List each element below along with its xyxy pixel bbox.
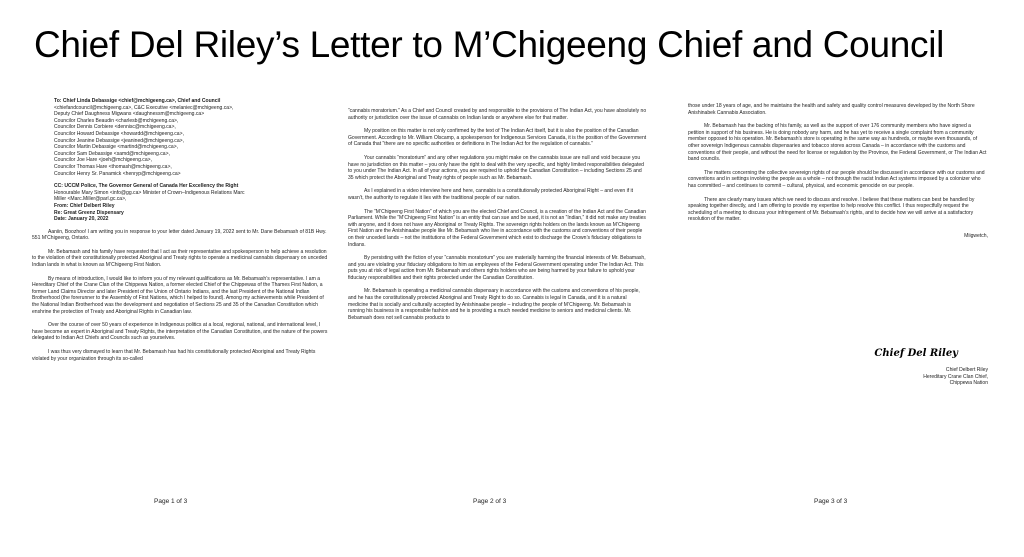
recipient-line: <chiefandcouncil@mchigeeng.ca>, C&C Executive <melaniec@mchigeeng.ca>, [54,104,234,111]
recipient-line: Councilor Charles Beaudin <charlesb@mchigeeng.ca>, [54,117,179,124]
paragraph: those under 18 years of age, and he maintains the health and safety and quality control measures developed by the North Shore Anishinabek Cannabis Association. [688,103,975,116]
page-number: Page 1 of 3 [154,498,188,505]
letter-page-1 [32,98,332,518]
closing: Miigwetch, [964,232,988,239]
paragraph: Mr. Bebamash has the backing of his family, as well as the support of over 176 community members who have signed a petition in support of his business. He is doing nobody any harm, and he has yet to receive a single complaint from a community member opposed to his operation. Mr. Bebamash’s store is operating in the same way as hundreds, or maybe even thousands, of other sovereign Indigenous cannabis dispensaries and tobacco stores across Canada – in accordance with the customs and conventions of their people, and without the need for license or regulation by the Province, the Federal Government, or The Indian Act band councils. [688,123,987,163]
letter-page-3 [688,103,988,523]
recipient-line: To: Chief Linda Debassige <chief@mchigeeng.ca>, Chief and Council [54,98,221,104]
paragraph: My position on this matter is not only confirmed by the text of The Indian Act itself, but it is also the position of the Canadian Government. According to Mr. William Olscamp, a spokesperson for Indigenous Services Canada, it is the position of the Government of Canada that “there are no specific authorities or definitions in The Indian Act for the regulation of cannabis.” [348,128,647,148]
paragraph: There are clearly many issues which we need to discuss and resolve. I believe that these matters can best be handled by speaking together directly, and I am offering to provide my expertise to help resolve this conflict. I thus respectfully request the scheduling of a meeting to discuss your infringement of Mr. Bebamash’s rights, and to decide how we will arrive at a satisfactory resolution of the matter. [688,196,975,223]
paragraph: By means of introduction, I would like to inform you of my relevant qualifications as Mr. Bebamash’s representative. I am a Hereditary Chief of the Crane Clan of the Chippewa Nation, a former elected Chief of the Chippewas of the Thames First Nation, a former Land Claims Director and later President of the Union of Ontario Indians, and the last President of the National Indian Brotherhood (the forerunner to the Assembly of First Nations, which I helped to found). Among my achievements while President of the National Indian Brotherhood was the development and negotiation of Sections 25 and 35 of the Canadian Constitution which enshrine the protection of Treaty and Aboriginal Rights in Canadian law. [32,275,324,315]
recipient-line: Councilor Sam Debassige <samd@mchigeeng.ca>, [54,150,170,157]
recipients-block [54,98,332,177]
re-line: Re: Great Greenz Dispensary [54,209,124,216]
paragraph: Your cannabis “moratorium” and any other regulations you might make on the cannabis issue are null and void because you have no jurisdiction on this matter – you only have the right to deal with the very specific, and highly limited responsibilities delegated to you under The Indian Act. In all of your actions, you are required to uphold the Canadian Constitution – including Sections 25 and 35 which protect the Aboriginal and Treaty rights of people such as Mr. Bebamash. [348,154,644,181]
page-number: Page 2 of 3 [473,498,507,505]
paragraph: Aaniin, Boozhoo! I am writing you in response to your letter dated January 19, 2022 sent to Mr. Dane Bebamash of 81B Hwy. 551 M’Chigeeng, Ontario. [32,228,327,242]
signer-name: Chief Delbert Riley [945,367,988,373]
paragraph: Mr. Bebamash and his family have requested that I act as their representative and spokesperson to help achieve a resolution to the violation of their constitutionally protected Aboriginal and Treaty rights to operate a medicinal cannabis dispensary on unceded Indian lands in what is known as M’Chigeeng First Nation. [32,248,328,269]
cc-line: Honourable Mary Simon <info@gg.ca> Minister of Crown–Indigenous Relations Marc [54,189,245,196]
recipient-line: Councilor Thomas Hare <thomash@mchigeeng.ca>, [54,163,172,170]
paragraph: I was thus very dismayed to learn that Mr. Bebamash has had his constitutionally protected Aboriginal and Treaty Rights violated by your organization through its so-called [32,349,316,362]
paragraph: The “M’Chigeeng First Nation” of which you are the elected Chief and Council, is a creation of the Indian Act and the Canadian Parliament. While the “M’Chigeeng First Nation” is an entity that can sue and be sued, it is not an “Indian,” it did not make any treaties with anyone, and it does not have any Aboriginal or Treaty Rights. The sovereign rights holders on the lands known as M’Chigeeng First Nation are the Anishinaabe people like Mr. Bebamash who live in accordance with the customs and conventions of their people on their unceded lands – not the institutions of the Federal Government which exist to discharge the Crown’s fiduciary obligations to Indians. [348,208,646,248]
recipient-line: Deputy Chief Daughness Migwans <daughnessm@mchigeeng.ca> [54,111,205,118]
date-line: Date: January 20, 2022 [54,216,109,223]
recipient-line: Councilor Howard Debassige <howardd@mchigeeng.ca>, [54,130,184,137]
cc-block [54,183,332,223]
paragraph: Over the course of over 50 years of experience in Indigenous politics at a local, regional, national, and international level, I have become an expert in Aboriginal and Treaty Rights, the interpretation of the Canadian Constitution, and the nature of the powers delegated to Indian Act Chiefs and Councils such as yourselves. [32,322,328,342]
recipient-line: Councilor Joe Hare <joeh@mchigeeng.ca>, [54,157,152,164]
page-title: Chief Del Riley’s Letter to M’Chigeeng Chief and Council [34,24,945,65]
signer-nation: Chippewa Nation [949,380,988,387]
recipient-line: Councilor Henry Sr. Panamick <henryp@mchigeeng.ca> [54,170,181,177]
letter-page-2 [348,108,648,528]
cc-line: CC: UCCM Police, The Governor General of Canada Her Excellency the Right [54,183,239,190]
recipient-line: Councilor Jeanine Debassige <jeanined@mchigeeng.ca>, [54,137,184,144]
cc-line: Miller <Marc.Miller@parl.gc.ca>, [54,196,127,203]
recipient-line: Councilor Dennis Corbiere <dennisc@mchigeeng.ca>, [54,124,176,131]
from-line: From: Chief Delbert Riley [54,202,115,209]
paragraph: The matters concerning the collective sovereign rights of our people should be discussed in accordance with our customs and conventions and in settings involving the people as a whole – not through the racist Indian Act systems imposed by a colonizer who has committed – and continues to commit – cultural, physical, and economic genocide on our people. [688,169,985,189]
paragraph: “cannabis moratorium.” As a Chief and Council created by and responsible to the provisions of The Indian Act, you have absolutely no authority or jurisdiction over the issue of cannabis on Indian lands or anywhere else for that matter. [348,108,647,121]
signer-title: Hereditary Crane Clan Chief, [923,373,988,380]
paragraph: By persisting with the fiction of your “cannabis moratorium” you are materially harming the financial interests of Mr. Bebamash, and you are violating your fiduciary obligations to him as employees of the Federal Government operating under The Indian Act. This puts you at risk of legal action from Mr. Bebamash and others rights holders who are being harmed by your failure to uphold your fiduciary responsibilities and their rights protected under the Canadian Constitution. [348,255,646,281]
paragraph: Mr. Bebamash is operating a medicinal cannabis dispensary in accordance with the customs and conventions of his people, and he has the constitutionally protected Aboriginal and Treaty Right to do so. Cannabis is legal in Canada, and it is a natural medicine that is socially and culturally accepted by Anishinaabe people – including the people of M’Chigeeng. Mr. Bebamash is running his business in a responsible fashion and he is providing a much needed medicine to seniors and medicinal clients. Mr. Bebamash does not sell cannabis products to [348,288,640,321]
paragraph: As I explained in a video interview here and here, cannabis is a constitutionally protected Aboriginal Right – and even if it wasn’t, the authority to regulate it lies with the traditional people of our nation. [348,188,634,201]
signature: Chief Del Riley [874,348,958,359]
recipient-line: Councilor Martin Debassige <martind@mchigeeng.ca>, [54,144,179,151]
page-number: Page 3 of 3 [814,498,848,505]
signature-block [828,367,988,387]
